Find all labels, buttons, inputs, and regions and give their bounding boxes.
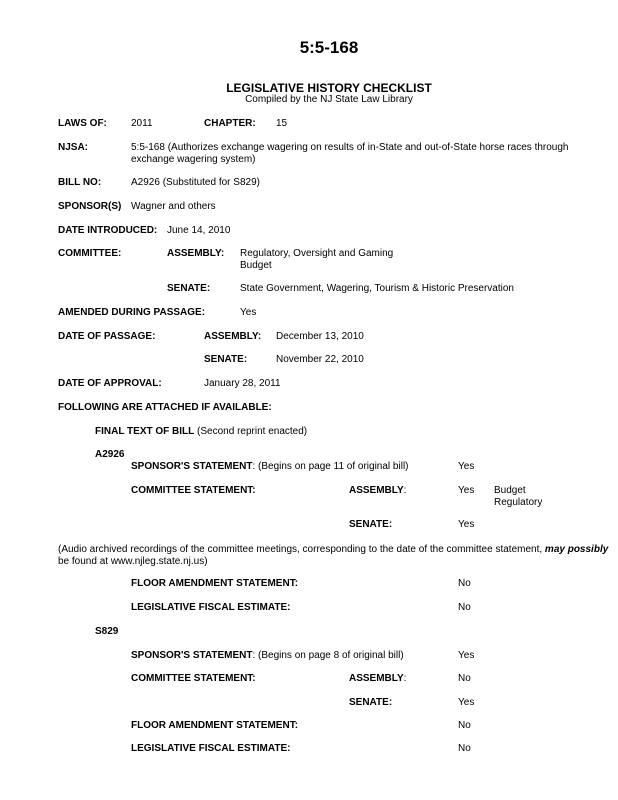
a2926-senate-value: Yes (458, 519, 475, 530)
audio-note-line2: be found at www.njleg.state.nj.us) (58, 556, 208, 567)
s829-floor-amendment-label: FLOOR AMENDMENT STATEMENT: (131, 720, 299, 731)
chapter-value: 15 (276, 118, 288, 129)
sponsors-label: SPONSOR(S) (58, 201, 122, 212)
a2926-assembly-label: ASSEMBLY (349, 485, 404, 496)
final-text-label: FINAL TEXT OF BILL (95, 426, 195, 437)
amended-value: Yes (240, 307, 257, 318)
a2926-label: A2926 (95, 449, 125, 460)
a2926-assembly-row (349, 485, 406, 497)
a2926-sponsor-statement-row (131, 461, 409, 473)
s829-sponsor-statement-note: : (Begins on page 8 of original bill) (252, 650, 404, 661)
s829-sponsor-statement-value: Yes (458, 650, 475, 661)
date-introduced-value: June 14, 2010 (167, 225, 231, 236)
laws-of-value: 2011 (131, 118, 153, 129)
committee-assembly-label: ASSEMBLY: (167, 248, 225, 259)
attached-heading: FOLLOWING ARE ATTACHED IF AVAILABLE: (58, 402, 272, 413)
bill-no-value: A2926 (Substituted for S829) (131, 177, 260, 188)
s829-assembly-colon: : (403, 673, 407, 684)
committee-senate-label: SENATE: (167, 283, 211, 294)
s829-label: S829 (95, 626, 119, 637)
a2926-assembly-committee-2: Regulatory (494, 497, 543, 508)
a2926-sponsor-statement-label: SPONSOR'S STATEMENT (131, 461, 253, 472)
s829-senate-label: SENATE: (349, 697, 393, 708)
final-text-note: (Second reprint enacted) (197, 426, 308, 437)
a2926-floor-amendment-value: No (458, 578, 471, 589)
laws-of-label: LAWS OF: (58, 118, 107, 129)
committee-senate-value: State Government, Wagering, Tourism & Historic Preservation (240, 283, 514, 294)
njsa-label: NJSA: (58, 142, 89, 153)
final-text-row (95, 426, 307, 438)
document-title: LEGISLATIVE HISTORY CHECKLIST (226, 81, 432, 95)
committee-assembly-line1: Regulatory, Oversight and Gaming (240, 248, 394, 259)
audio-note-line1 (58, 544, 608, 556)
a2926-fiscal-estimate-label: LEGISLATIVE FISCAL ESTIMATE: (131, 602, 291, 613)
s829-fiscal-estimate-value: No (458, 743, 471, 754)
committee-label: COMMITTEE: (58, 248, 122, 259)
bill-no-label: BILL NO: (58, 177, 102, 188)
document-subtitle: Compiled by the NJ State Law Library (245, 94, 413, 105)
s829-assembly-row (349, 673, 406, 685)
a2926-fiscal-estimate-value: No (458, 602, 471, 613)
a2926-senate-label: SENATE: (349, 519, 393, 530)
approval-value: January 28, 2011 (204, 378, 281, 389)
date-introduced-label: DATE INTRODUCED: (58, 225, 158, 236)
a2926-sponsor-statement-note: : (Begins on page 11 of original bill) (252, 461, 409, 472)
passage-senate-label: SENATE: (204, 354, 248, 365)
committee-assembly-line2: Budget (240, 260, 272, 271)
amended-label: AMENDED DURING PASSAGE: (58, 307, 206, 318)
document-number: 5:5-168 (299, 38, 359, 57)
s829-assembly-label: ASSEMBLY (349, 673, 404, 684)
audio-note-emphasis: may possibly (544, 544, 609, 555)
njsa-value-line1: 5:5-168 (Authorizes exchange wagering on results of in-State and out-of-State horse races through (131, 142, 569, 153)
sponsors-value: Wagner and others (131, 201, 216, 212)
a2926-floor-amendment-label: FLOOR AMENDMENT STATEMENT: (131, 578, 299, 589)
a2926-assembly-committee-1: Budget (494, 485, 526, 496)
passage-senate-value: November 22, 2010 (276, 354, 364, 365)
s829-sponsor-statement-row (131, 650, 404, 662)
approval-label: DATE OF APPROVAL: (58, 378, 162, 389)
s829-assembly-value: No (458, 673, 471, 684)
passage-label: DATE OF PASSAGE: (58, 331, 156, 342)
a2926-assembly-colon: : (403, 485, 407, 496)
passage-assembly-value: December 13, 2010 (276, 331, 364, 342)
passage-assembly-label: ASSEMBLY: (204, 331, 262, 342)
s829-sponsor-statement-label: SPONSOR'S STATEMENT (131, 650, 253, 661)
s829-senate-value: Yes (458, 697, 475, 708)
s829-committee-statement-label: COMMITTEE STATEMENT: (131, 673, 256, 684)
audio-note-text: (Audio archived recordings of the committee meetings, corresponding to the date of the committee statement, (58, 544, 545, 555)
s829-fiscal-estimate-label: LEGISLATIVE FISCAL ESTIMATE: (131, 743, 291, 754)
a2926-committee-statement-label: COMMITTEE STATEMENT: (131, 485, 256, 496)
njsa-value-line2: exchange wagering system) (131, 154, 256, 165)
a2926-assembly-value: Yes (458, 485, 475, 496)
a2926-sponsor-statement-value: Yes (458, 461, 475, 472)
chapter-label: CHAPTER: (204, 118, 256, 129)
s829-floor-amendment-value: No (458, 720, 471, 731)
